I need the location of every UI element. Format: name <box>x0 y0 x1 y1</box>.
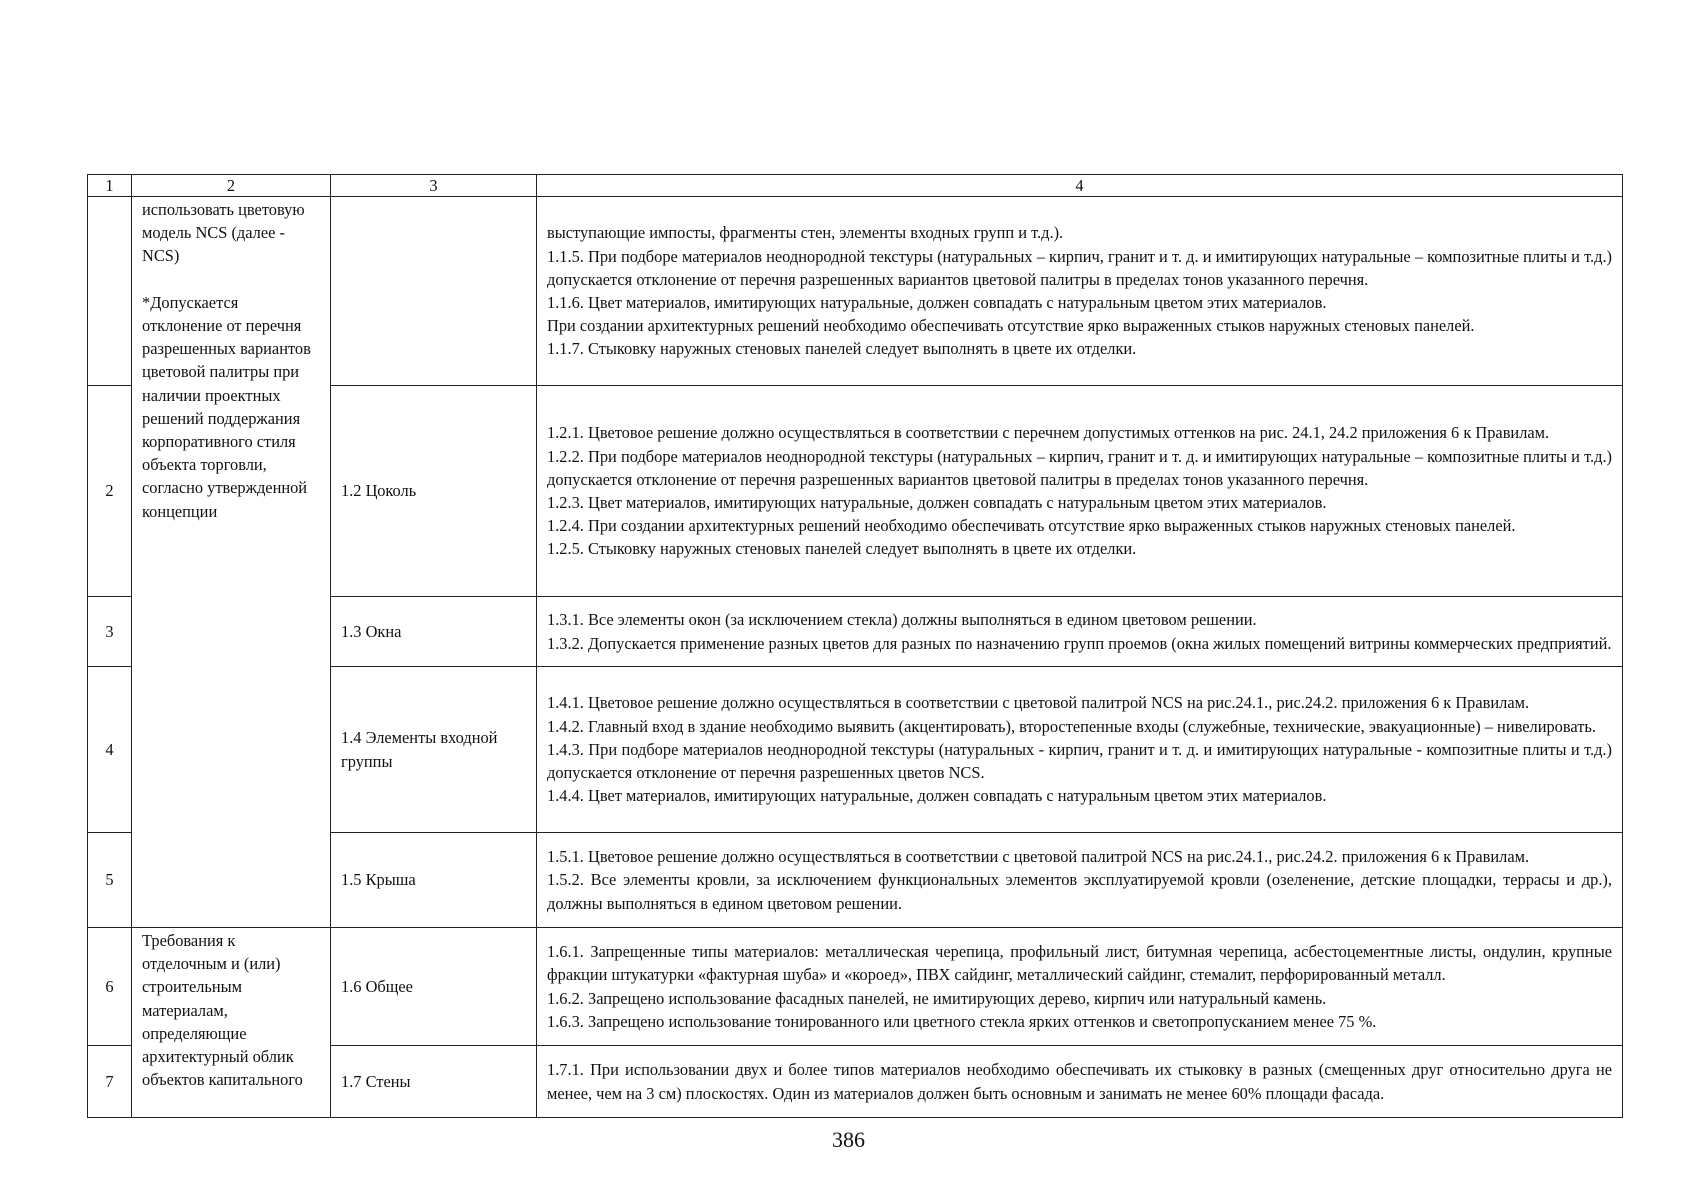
description-cell <box>537 1046 1623 1118</box>
row-number: 4 <box>88 667 132 833</box>
description-paragraph: 1.4.2. Главный вход в здание необходимо выявить (акцентировать), второстепенные входы (служебные, технические, эвакуационные) – нивелировать. <box>547 716 1596 736</box>
requirement-text: Требования к отделочным и (или) строительным материалам, определяющие архитектурный облик объектов капитального <box>142 931 303 1090</box>
description-paragraph: 1.3.2. Допускается применение разных цветов для разных по назначению групп проемов (окна жилых помещений витрины коммерческих предприятий. <box>547 633 1612 653</box>
description-paragraph: 1.4.3. При подборе материалов неоднородной текстуры (натуральных - кирпич, гранит и т. д. и имитирующих натуральные - композитные плиты и т.д.) допускается отклонение от перечня разрешенных цветов NCS. <box>547 739 1612 783</box>
header-col-1: 1 <box>88 175 132 197</box>
description-paragraph: 1.1.7. Стыковку наружных стеновых панелей следует выполнять в цвете их отделки. <box>547 339 1137 359</box>
element-cell: 1.4 Элементы входной группы <box>331 667 537 833</box>
description-cell <box>537 597 1623 667</box>
table-header-row <box>88 175 1623 197</box>
description-cell <box>537 833 1623 928</box>
description-cell <box>537 386 1623 597</box>
requirement-note: *Допускается отклонение от перечня разрешенных вариантов цветовой палитры при наличии проектных решений поддержания корпоративного стиля объекта торговли, согласно утвержденной концепции <box>142 292 311 521</box>
requirement-text: использовать цветовую модель NCS (далее - NCS) <box>142 200 305 266</box>
element-cell: 1.5 Крыша <box>331 833 537 928</box>
element-cell: 1.7 Стены <box>331 1046 537 1118</box>
requirement-group-cell <box>132 197 331 928</box>
description-paragraph: 1.6.2. Запрещено использование фасадных панелей, не имитирующих дерево, кирпич или натуральный камень. <box>547 988 1327 1008</box>
description-paragraph: 1.6.1. Запрещенные типы материалов: металлическая черепица, профильный лист, битумная черепица, асбестоцементные листы, ондулин, крупные фракции штукатурки «фактурная шуба» и «короед», ПВХ сайдинг, металлический сайдинг, стемалит, перфорированный металл. <box>547 942 1612 985</box>
row-number: 5 <box>88 833 132 928</box>
requirement-group-cell <box>132 928 331 1118</box>
description-paragraph: выступающие импосты, фрагменты стен, элементы входных групп и т.д.). <box>547 223 1064 243</box>
element-cell: 1.6 Общее <box>331 928 537 1046</box>
description-paragraph: 1.2.5. Стыковку наружных стеновых панелей следует выполнять в цвете их отделки. <box>547 539 1137 559</box>
description-paragraph: 1.1.5. При подборе материалов неоднородной текстуры (натуральных – кирпич, гранит и т. д. и имитирующих натуральные – композитные плиты и т.д.) допускается отклонение от перечня разрешенных вариантов цветовой палитры в пределах тонов указанного перечня. <box>547 246 1612 289</box>
row-number: 3 <box>88 597 132 667</box>
description-paragraph: 1.2.3. Цвет материалов, имитирующих натуральные, должен совпадать с натуральным цветом этих материалов. <box>547 493 1327 512</box>
row-number: 2 <box>88 386 132 597</box>
header-col-3: 3 <box>331 175 537 197</box>
row-number: 6 <box>88 928 132 1046</box>
description-paragraph: 1.4.1. Цветовое решение должно осуществляться в соответствии с цветовой палитрой NCS на рис.24.1., рис.24.2. приложения 6 к Правилам. <box>547 693 1530 713</box>
description-paragraph: 1.4.4. Цвет материалов, имитирующих натуральные, должен совпадать с натуральным цветом этих материалов. <box>547 786 1327 806</box>
page-number: 386 <box>832 1127 865 1152</box>
description-paragraph: 1.5.1. Цветовое решение должно осуществляться в соответствии с цветовой палитрой NCS на рис.24.1., рис.24.2. приложения 6 к Правилам. <box>547 847 1530 867</box>
table-row <box>88 197 1623 386</box>
description-cell <box>537 667 1623 833</box>
description-paragraph: 1.2.4. При создании архитектурных решений необходимо обеспечивать отсутствие ярко выраженных стыков наружных стеновых панелей. <box>547 516 1516 536</box>
element-cell: 1.2 Цоколь <box>331 386 537 597</box>
description-cell <box>537 928 1623 1046</box>
description-paragraph: 1.5.2. Все элементы кровли, за исключением функциональных элементов эксплуатируемой кровли (озеленение, детские площадки, террасы и др.), должны выполняться в едином цветовом решении. <box>547 870 1612 913</box>
element-cell: 1.3 Окна <box>331 597 537 667</box>
description-paragraph: 1.1.6. Цвет материалов, имитирующих натуральные, должен совпадать с натуральным цветом этих материалов. <box>547 293 1327 312</box>
header-col-4: 4 <box>537 175 1623 197</box>
requirements-table <box>87 174 1623 1118</box>
description-paragraph: 1.2.2. При подборе материалов неоднородной текстуры (натуральных – кирпич, гранит и т. д. и имитирующих натуральные – композитные плиты и т.д.) допускается отклонение от перечня разрешенных вариантов цветовой палитры в пределах тонов указанного перечня. <box>547 446 1612 489</box>
description-paragraph: 1.6.3. Запрещено использование тонированного или цветного стекла ярких оттенков и светопропусканием менее 75 %. <box>547 1011 1377 1031</box>
description-paragraph: 1.2.1. Цветовое решение должно осуществляться в соответствии с перечнем допустимых оттенков на рис. 24.1, 24.2 приложения 6 к Правилам. <box>547 423 1550 443</box>
header-col-2: 2 <box>132 175 331 197</box>
row-number: 7 <box>88 1046 132 1118</box>
description-paragraph: 1.3.1. Все элементы окон (за исключением стекла) должны выполняться в едином цветовом решении. <box>547 610 1257 630</box>
description-paragraph: 1.7.1. При использовании двух и более типов материалов необходимо обеспечивать их стыковку в разных (смещенных друг относительно друга не менее, чем на 3 см) плоскостях. Один из материалов должен быть основным и занимать не менее 60% площади фасада. <box>547 1060 1612 1103</box>
row-number <box>88 197 132 386</box>
table-row <box>88 928 1623 1046</box>
description-cell <box>537 197 1623 386</box>
element-cell <box>331 197 537 386</box>
description-paragraph: При создании архитектурных решений необходимо обеспечивать отсутствие ярко выраженных стыков наружных стеновых панелей. <box>547 316 1475 336</box>
